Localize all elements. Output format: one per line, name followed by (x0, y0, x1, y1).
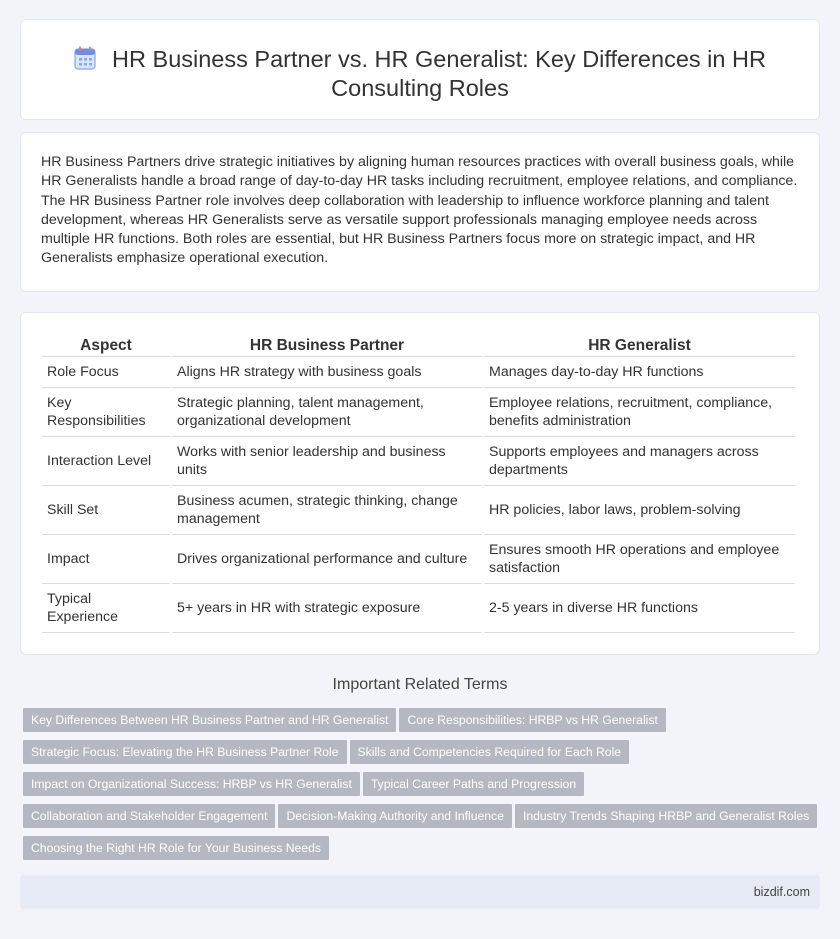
hrbp-cell: Strategic planning, talent management, organizational development (172, 388, 482, 437)
table-row (42, 584, 795, 633)
related-term-tag[interactable]: Impact on Organizational Success: HRBP vs HR Generalist (23, 772, 360, 796)
aspect-cell: Interaction Level (42, 437, 170, 486)
related-terms-heading: Important Related Terms (332, 676, 508, 693)
generalist-cell: Employee relations, recruitment, compliance, benefits administration (484, 388, 795, 437)
hrbp-cell: Business acumen, strategic thinking, change management (172, 486, 482, 535)
footer-brand[interactable]: bizdif.com (753, 885, 810, 899)
related-term-tag[interactable]: Collaboration and Stakeholder Engagement (23, 804, 275, 828)
related-term-tag[interactable]: Key Differences Between HR Business Partner and HR Generalist (23, 708, 396, 732)
hrbp-cell: Aligns HR strategy with business goals (172, 357, 482, 388)
intro-paragraph: HR Business Partners drive strategic initiatives by aligning human resources practices with overall business goals, while HR Generalists handle a broad range of day-to-day HR tasks including recruitment, employee relations, and compliance. The HR Business Partner role involves deep collaboration with leadership to influence workforce planning and talent development, whereas HR Generalists serve as versatile support professionals managing employee needs across multiple HR functions. Both roles are essential, but HR Business Partners focus more on strategic impact, and HR Generalists emphasize operational execution. (41, 154, 798, 267)
header-aspect: Aspect (42, 333, 170, 357)
related-term-tag[interactable]: Typical Career Paths and Progression (363, 772, 584, 796)
generalist-cell: 2-5 years in diverse HR functions (484, 584, 795, 633)
table-header-row (42, 333, 795, 357)
hrbp-cell: 5+ years in HR with strategic exposure (172, 584, 482, 633)
header-generalist: HR Generalist (484, 333, 795, 357)
generalist-cell: Supports employees and managers across departments (484, 437, 795, 486)
calendar-icon (74, 46, 96, 70)
aspect-cell: Typical Experience (42, 584, 170, 633)
related-term-tag[interactable]: Skills and Competencies Required for Each Role (350, 740, 630, 764)
related-term-tag[interactable]: Industry Trends Shaping HRBP and Generalist Roles (515, 804, 817, 828)
related-term-tag[interactable]: Strategic Focus: Elevating the HR Business Partner Role (23, 740, 347, 764)
hrbp-cell: Drives organizational performance and culture (172, 535, 482, 584)
footer (20, 875, 820, 909)
page-title (21, 45, 819, 103)
table-row (42, 437, 795, 486)
generalist-cell: HR policies, labor laws, problem-solving (484, 486, 795, 535)
table-row (42, 486, 795, 535)
comparison-card (20, 312, 820, 655)
aspect-cell: Role Focus (42, 357, 170, 388)
title-card (20, 19, 820, 120)
aspect-cell: Skill Set (42, 486, 170, 535)
header-hrbp: HR Business Partner (172, 333, 482, 357)
hrbp-cell: Works with senior leadership and business units (172, 437, 482, 486)
table-row (42, 535, 795, 584)
aspect-cell: Key Responsibilities (42, 388, 170, 437)
related-term-tag[interactable]: Decision-Making Authority and Influence (278, 804, 511, 828)
table-row (42, 388, 795, 437)
generalist-cell: Manages day-to-day HR functions (484, 357, 795, 388)
related-term-tag[interactable]: Core Responsibilities: HRBP vs HR Generalist (399, 708, 665, 732)
intro-card (20, 132, 820, 292)
table-row (42, 357, 795, 388)
page-title-text: HR Business Partner vs. HR Generalist: Key Differences in HR Consulting Roles (112, 46, 766, 101)
related-term-tag[interactable]: Choosing the Right HR Role for Your Business Needs (23, 836, 329, 860)
generalist-cell: Ensures smooth HR operations and employee satisfaction (484, 535, 795, 584)
aspect-cell: Impact (42, 535, 170, 584)
comparison-table (40, 333, 797, 633)
related-terms-list (23, 708, 823, 868)
